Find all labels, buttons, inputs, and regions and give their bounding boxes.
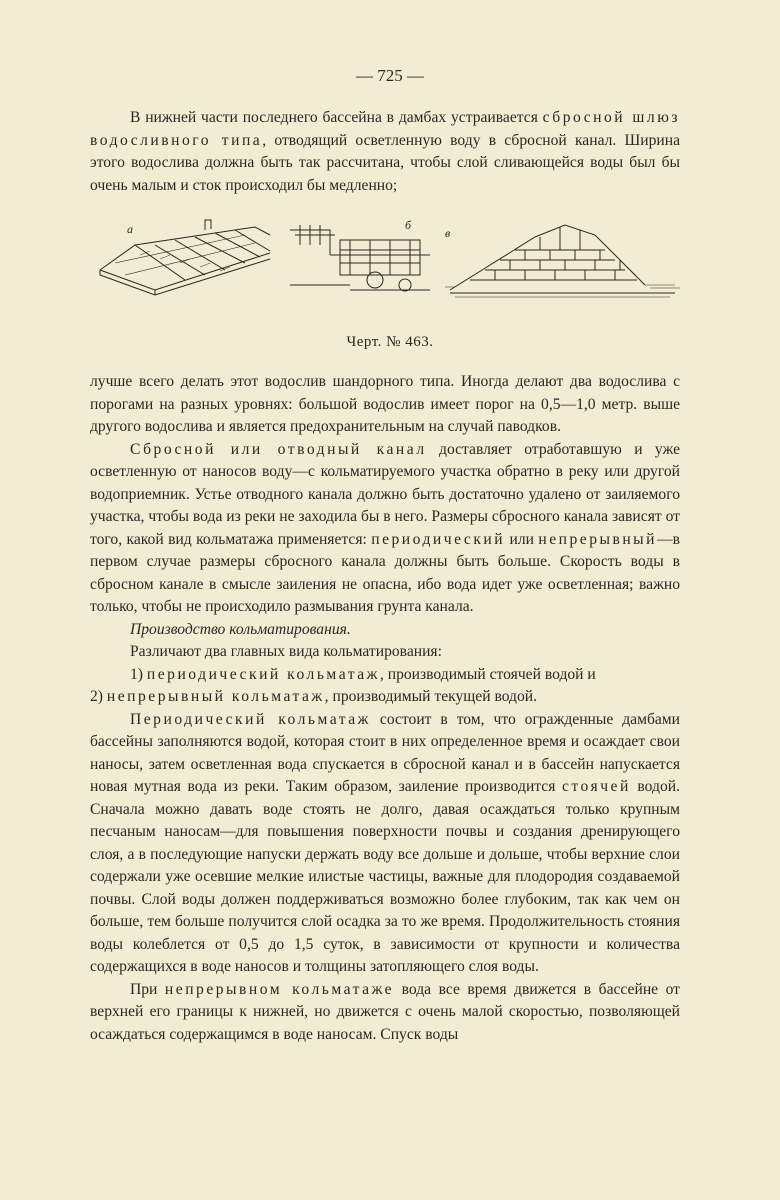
text-run: лучше всего делать этот водослив шандорного типа. Иногда делают два водослива с порогами на разных уровнях: большой водослив имеет порог на 0,5—1,0 метр. выше другого водослива и является предохранительным на случай паводков. <box>90 373 680 435</box>
figure-b-drawing <box>290 215 440 305</box>
figure-label-a: a <box>127 222 133 236</box>
paragraph <box>90 686 680 709</box>
text-run: При <box>130 980 165 998</box>
text-run: состоит в том, что огражденные дамбами бассейны заполняются водой, которая стоит в них определенное время и осаждает свои наносы, затем осветленная вода спускается в сбросной канал и в бассейн напускается новая мутная вода из реки. Таким образом, заиление производится <box>90 710 681 795</box>
paragraph <box>90 619 680 642</box>
text-run: стоячей <box>562 778 631 795</box>
text-run: Производство кольматирования. <box>130 620 351 638</box>
text-run: доставляет отработавшую и уже осветленную от наносов воду—с кольматируемого участка обратно в реку или другой водоприемник. Устье отводного канала должно быть достаточно удалено от заиляемого участка, чтобы вода из реки не заходила бы в него. Размеры сбросного канала зависят от того, какой вид кольматажа применяется: <box>90 440 681 548</box>
text-run: непрерывный кольматаж <box>106 688 325 705</box>
figure-label-b: б <box>405 218 412 232</box>
text-block-top <box>90 107 680 197</box>
text-run: или <box>505 530 539 548</box>
text-run: , отводящий осветленную воду в сбросной канал. Ширина этого водослива должна быть так рассчитана, чтобы слой сливающейся воды был бы очень малым и сток происходил бы медленно; <box>90 131 681 194</box>
text-run: периодический <box>371 530 506 548</box>
text-run: Сбросной или отводный канал <box>130 440 427 458</box>
figure-463 <box>95 215 685 315</box>
text-run: 1) <box>130 665 147 683</box>
paragraph <box>90 107 680 197</box>
text-run: непрерывный <box>538 530 658 548</box>
paragraph <box>90 371 680 439</box>
text-run: водой. Сначала можно давать воде стоять не долго, давая осаждаться только крупным песчаным наносам—для повышения поверхности почвы и создания дренирующего слоя, а в последующие напуски держать воду все дольше и дольше, чтобы верхние слои содержали уже осевшие мелкие илистые частицы, важные для плодородия создаваемой почвы. Слой воды должен поддерживаться возможно более глубоким, так как чем он больше, тем больше получится слой осадка за то же время. Продолжительность стояния воды колеблется от 0,5 до 1,5 суток, в зависимости от крупности и количества содержащихся в воде наносов и толщины затопляющего слоя воды. <box>90 778 680 975</box>
text-run: периодический кольматаж <box>146 665 380 683</box>
text-block-bottom <box>90 371 680 1046</box>
text-run: 2) <box>90 688 107 705</box>
text-run: сбросной шлюз водосливного типа <box>90 109 680 149</box>
paragraph <box>90 979 680 1047</box>
text-run: вода все время движется в бассейне от верхней его границы к нижней, но движется с очень малой скоростью, позволяющей осаждаться содержащимся в воде наносам. Спуск воды <box>90 980 681 1043</box>
paragraph <box>90 641 680 664</box>
figure-label-c: в <box>445 226 451 240</box>
figure-caption: Черт. № 463. <box>346 334 434 350</box>
figure-c-drawing <box>445 215 685 305</box>
text-run: —в первом случае размеры сбросного канала должны быть больше. Скорость воды в сбросном канале в смысле заиления не опасна, ибо вода идет уже осветленная; важно только, чтобы не происходило размывания грунта канала. <box>90 530 680 615</box>
text-run: В нижней части последнего бассейна в дамбах устраивается <box>130 109 543 126</box>
text-run: , производимый текущей водой. <box>324 688 538 705</box>
paragraph <box>90 439 680 619</box>
text-run: Различают два главных вида кольматирования: <box>130 643 442 660</box>
text-run: непрерывном кольматаже <box>164 980 395 998</box>
paragraph <box>90 664 680 687</box>
paragraph <box>90 709 680 979</box>
text-run: Периодический кольматаж <box>130 710 371 728</box>
page-number: — 725 — <box>356 66 424 85</box>
text-run: , производимый стоячей водой и <box>379 665 596 683</box>
figure-a-drawing <box>95 215 275 305</box>
